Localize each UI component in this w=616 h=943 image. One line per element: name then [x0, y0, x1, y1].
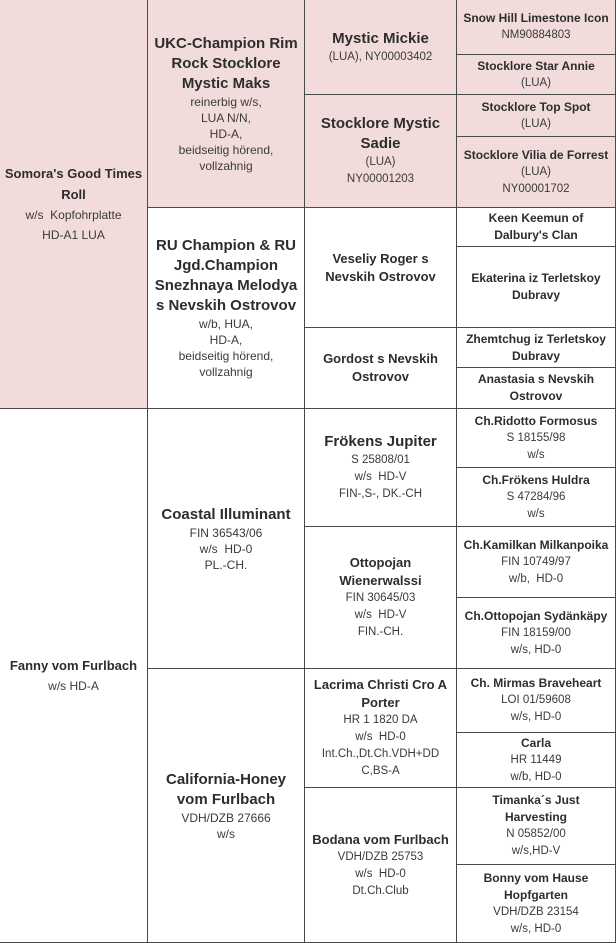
dog-detail: w/s, HD-0 — [510, 711, 562, 723]
dog-detail: beidseitig hörend, — [178, 142, 274, 157]
dog-detail: w/s — [527, 448, 545, 461]
dog-detail: (LUA) — [365, 156, 396, 168]
pedigree-cell-gen4-10 — [457, 468, 616, 527]
dog-detail: (LUA) — [520, 76, 552, 89]
pedigree-cell-gen3-1 — [305, 0, 457, 95]
pedigree-cell-gen4-11 — [457, 527, 616, 598]
pedigree-cell-gen4-5 — [457, 208, 616, 247]
dog-name: Timanka´s Just Harvesting — [492, 793, 580, 824]
pedigree-cell-gen4-9 — [457, 409, 616, 468]
dog-detail: Int.Ch.,Dt.Ch.VDH+DD — [321, 748, 440, 760]
dog-detail: reinerbig w/s, — [190, 94, 262, 109]
dog-name: Carla — [520, 735, 552, 750]
dog-detail: HD-A1 LUA — [42, 228, 105, 242]
dog-detail: HR 11449 — [510, 753, 562, 766]
dog-name: Stocklore Vilia de Forrest — [463, 147, 609, 162]
dog-detail: PL.-CH. — [204, 557, 248, 572]
pedigree-cell-gen3-2 — [305, 95, 457, 208]
dog-detail: VDH/DZB 23154 — [493, 905, 579, 918]
dog-name: Lacrima Christi Cro A Porter — [313, 677, 448, 710]
pedigree-cell-gen4-13 — [457, 669, 616, 733]
pedigree-cell-gen2-1 — [148, 0, 305, 208]
dog-name: Somora's Good Times Roll — [4, 166, 143, 202]
dog-name: Ch.Kamilkan Milkanpoika — [463, 537, 609, 552]
pedigree-cell-gen4-6 — [457, 247, 616, 328]
dog-name: Ch.Ottopojan Sydänkäpy — [464, 608, 608, 623]
dog-detail: w/s HD-0 — [355, 731, 406, 743]
dog-name: Stocklore Star Annie — [477, 58, 595, 73]
dog-detail: w/s HD-A — [48, 679, 99, 693]
dog-name: Gordost s Nevskih Ostrovov — [323, 351, 438, 384]
dog-detail: FIN-,S-, DK.-CH — [338, 488, 423, 500]
dog-detail: w/s, HD-0 — [510, 922, 562, 935]
pedigree-cell-gen4-12 — [457, 598, 616, 669]
pedigree-cell-gen3-8 — [305, 788, 457, 943]
dog-detail: w/s HD-0 — [355, 867, 406, 880]
pedigree-cell-gen3-6 — [305, 527, 457, 669]
dog-detail: VDH/DZB 27666 — [181, 810, 271, 825]
dog-detail: LOI 01/59608 — [501, 694, 571, 706]
dog-detail: S 25808/01 — [351, 454, 410, 466]
dog-name: UKC-Champion Rim Rock Stocklore Mystic Maks — [154, 34, 298, 92]
pedigree-cell-gen2-2 — [148, 208, 305, 409]
dog-detail: w/b, HD-0 — [508, 572, 564, 585]
pedigree-cell-gen1-2 — [0, 409, 148, 943]
dog-name: Bonny vom Hause Hopfgarten — [483, 870, 589, 902]
dog-name: Stocklore Mystic Sadie — [320, 115, 441, 152]
dog-detail: (LUA), NY00003402 — [328, 50, 433, 63]
dog-detail: HD-A, — [209, 333, 243, 347]
dog-name: Mystic Mickie — [332, 29, 429, 47]
dog-detail: w/s HD-V — [354, 471, 407, 483]
dog-detail: beidseitig hörend, — [178, 349, 274, 363]
pedigree-cell-gen4-7 — [457, 328, 616, 368]
dog-detail: FIN 18159/00 — [501, 626, 571, 639]
dog-name: Bodana vom Furlbach — [312, 831, 449, 847]
dog-name: Ottopojan Wienerwalssi — [339, 555, 422, 588]
dog-detail: Dt.Ch.Club — [352, 884, 409, 897]
dog-detail: w/s — [217, 826, 235, 841]
pedigree-cell-gen4-15 — [457, 788, 616, 865]
dog-detail: w/s HD-0 — [199, 541, 253, 556]
dog-name: Zhemtchug iz Terletskoy Dubravy — [466, 331, 606, 363]
dog-detail: w/b, HUA, — [198, 317, 253, 331]
pedigree-cell-gen2-3 — [148, 409, 305, 669]
pedigree-cell-gen1-1 — [0, 0, 148, 409]
pedigree-cell-gen4-3 — [457, 95, 616, 137]
dog-detail: w/s, HD-0 — [510, 643, 562, 656]
dog-detail: w/s,HD-V — [511, 845, 561, 857]
dog-detail: LUA N/N, — [200, 110, 251, 125]
dog-detail: FIN 36543/06 — [189, 525, 263, 540]
dog-detail: w/s Kopfohrplatte — [25, 208, 122, 222]
pedigree-cell-gen4-8 — [457, 368, 616, 409]
dog-detail: w/s HD-V — [354, 609, 407, 621]
dog-detail: FIN 10749/97 — [501, 555, 571, 568]
dog-detail: w/s — [527, 507, 545, 520]
dog-detail: NY00001203 — [346, 173, 415, 185]
dog-detail: vollzahnig — [199, 365, 253, 379]
dog-name: Ch.Ridotto Formosus — [474, 413, 598, 428]
pedigree-cell-gen4-16 — [457, 865, 616, 943]
dog-name: Coastal Illuminant — [161, 505, 291, 523]
dog-name: Ekaterina iz Terletskoy Dubravy — [471, 271, 601, 302]
dog-detail: (LUA) — [520, 117, 552, 130]
pedigree-cell-gen4-14 — [457, 733, 616, 788]
dog-detail: N 05852/00 — [506, 828, 566, 840]
dog-detail: NM90884803 — [501, 29, 571, 41]
pedigree-cell-gen3-3 — [305, 208, 457, 328]
dog-detail: HR 1 1820 DA — [343, 714, 418, 726]
dog-detail: S 47284/96 — [506, 490, 566, 503]
dog-name: Veseliy Roger s Nevskih Ostrovov — [325, 250, 436, 284]
dog-detail: NY00001702 — [502, 182, 570, 195]
dog-detail: FIN.-CH. — [357, 626, 404, 638]
dog-detail: VDH/DZB 25753 — [337, 850, 424, 863]
pedigree-cell-gen3-4 — [305, 328, 457, 409]
dog-name: RU Champion & RU Jgd.Champion Snezhnaya Melodya s Nevskih Ostrovov — [154, 237, 298, 314]
dog-detail: HD-A, — [209, 126, 243, 141]
dog-name: Frökens Jupiter — [324, 433, 437, 450]
dog-name: Anastasia s Nevskih Ostrovov — [477, 372, 595, 403]
dog-name: Stocklore Top Spot — [481, 99, 591, 114]
dog-name: Ch.Frökens Huldra — [482, 472, 590, 487]
dog-detail: w/b, HD-0 — [510, 770, 562, 783]
dog-name: Keen Keemun of Dalbury's Clan — [488, 211, 584, 242]
dog-name: Ch. Mirmas Braveheart — [470, 676, 602, 690]
pedigree-cell-gen4-1 — [457, 0, 616, 55]
dog-detail: vollzahnig — [199, 158, 253, 173]
pedigree-cell-gen4-2 — [457, 55, 616, 95]
dog-detail: FIN 30645/03 — [345, 592, 416, 604]
pedigree-cell-gen3-5 — [305, 409, 457, 527]
pedigree-cell-gen4-4 — [457, 137, 616, 208]
pedigree-cell-gen3-7 — [305, 669, 457, 788]
dog-detail: C,BS-A — [361, 765, 400, 777]
dog-detail: (LUA) — [520, 165, 552, 178]
pedigree-cell-gen2-4 — [148, 669, 305, 943]
dog-name: California-Honey vom Furlbach — [165, 770, 286, 808]
dog-name: Snow Hill Limestone Icon — [463, 11, 609, 25]
dog-detail: S 18155/98 — [506, 431, 566, 444]
dog-name: Fanny vom Furlbach — [9, 658, 138, 673]
